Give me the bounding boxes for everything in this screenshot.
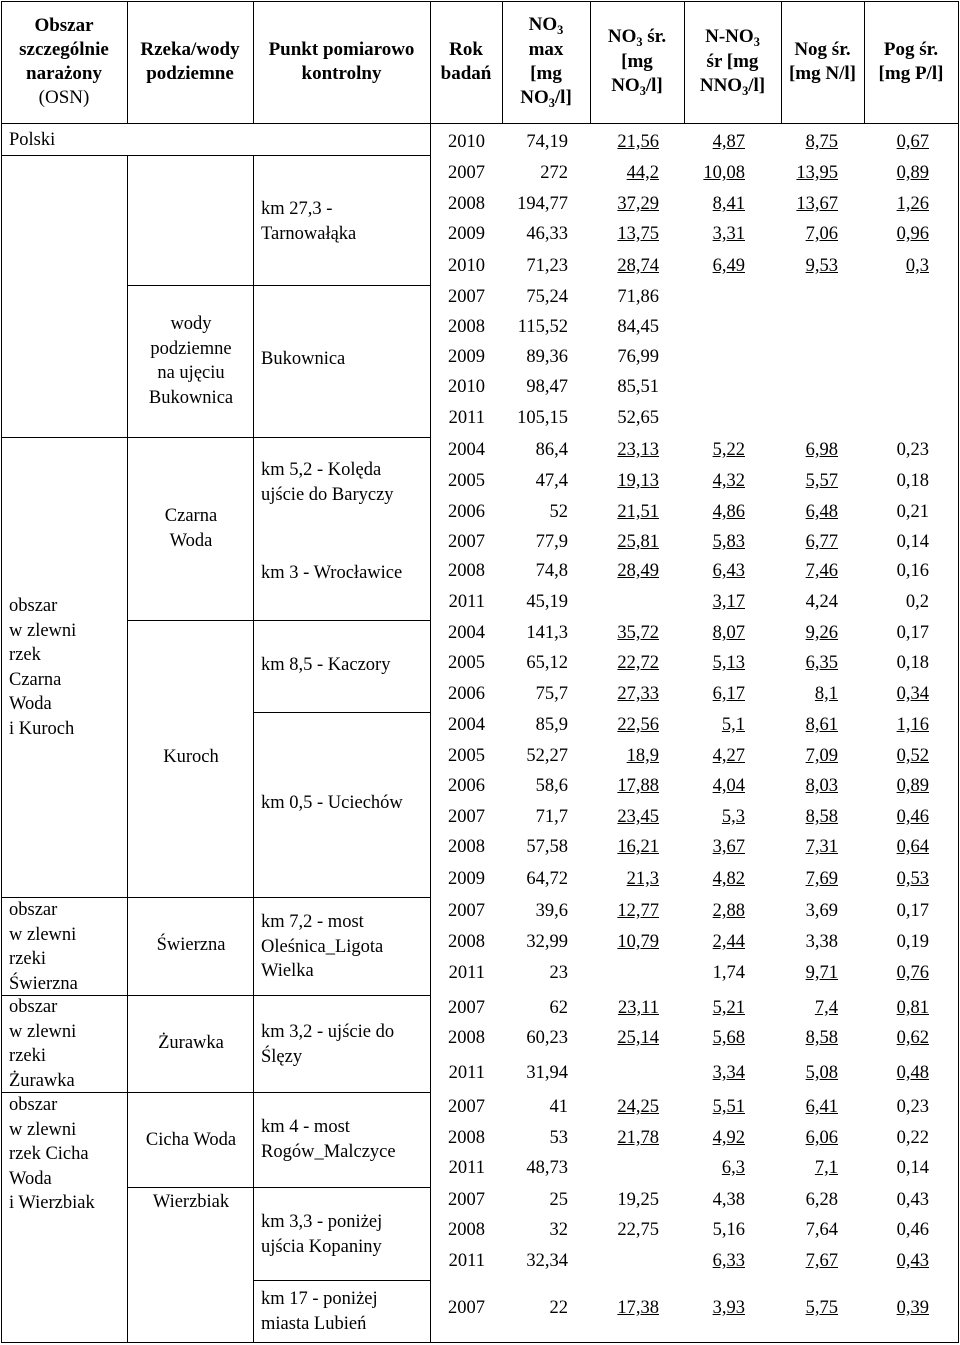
cell-nog: 8,58 [805,1028,838,1048]
cell-nog: 3,38 [805,932,838,952]
river-kuroch: Kuroch [163,747,219,767]
cell-nog: 7,31 [805,837,838,857]
cell-no3-max: 52 [549,502,568,522]
cell-no3-max: 75,24 [526,287,568,307]
cell-no3-avg: 21,51 [617,502,659,522]
cell-pog: 0,52 [896,746,929,766]
cell-pog: 0,22 [896,1128,929,1148]
cell-pog: 0,81 [896,998,929,1018]
cell-no3-avg: 17,38 [617,1298,659,1318]
cell-nog: 7,64 [805,1220,838,1240]
cell-year: 2008 [448,1128,485,1148]
point-bukownica: Bukownica [261,349,346,369]
cell-no3-max: 71,7 [535,807,568,827]
cell-year: 2004 [448,715,485,735]
cell-nog: 6,41 [805,1097,838,1117]
cell-no3-avg: 24,25 [617,1097,659,1117]
cell-pog: 0,18 [896,653,929,673]
cell-no3-max: 45,19 [526,592,568,612]
cell-n-no3: 10,08 [703,163,745,183]
cell-year: 2008 [448,1220,485,1240]
cell-year: 2010 [448,132,485,152]
cell-year: 2007 [448,1298,485,1318]
river-bukownica: wody podziemne na ujęciu Bukownica [148,314,234,408]
cell-pog: 0,39 [896,1298,929,1318]
cell-nog: 7,67 [805,1251,838,1271]
cell-n-no3: 3,31 [712,224,745,244]
cell-pog: 0,23 [896,1097,929,1117]
header-pog: Pog śr. [mg P/l] [878,39,944,84]
cell-n-no3: 5,13 [712,653,745,673]
cell-n-no3: 4,04 [712,776,745,796]
cell-nog: 9,71 [805,963,838,983]
cell-nog: 5,75 [805,1298,838,1318]
point-tarnowalaka: km 27,3 - Tarnowałąka [261,199,357,244]
cell-pog: 0,34 [896,684,929,704]
cell-no3-max: 105,15 [517,408,568,428]
cell-n-no3: 5,3 [721,807,745,827]
cell-year: 2011 [448,1251,485,1271]
cell-pog: 0,23 [896,440,929,460]
cell-no3-avg: 13,75 [617,224,659,244]
header-n-no3: $N-NO_3$ śr [mg $NNO_3/l$] [699,26,766,98]
cell-no3-max: 74,8 [535,561,568,581]
cell-nog: 13,67 [796,194,838,214]
cell-year: 2011 [448,592,485,612]
cell-nog: 3,69 [805,901,838,921]
cell-n-no3: 1,74 [712,963,745,983]
cell-nog: 8,75 [805,132,838,152]
cell-no3-avg: 25,81 [617,532,659,552]
cell-year: 2008 [448,932,485,952]
cell-nog: 5,08 [805,1063,838,1083]
cell-no3-max: 39,6 [535,901,568,921]
cell-no3-avg: 25,14 [617,1028,659,1048]
cell-n-no3: 5,1 [721,715,745,735]
cell-pog: 0,43 [896,1251,929,1271]
cell-n-no3: 5,51 [712,1097,745,1117]
cell-n-no3: 3,93 [712,1298,745,1318]
cell-no3-avg: 22,75 [617,1220,659,1240]
cell-nog: 8,1 [814,684,838,704]
cell-no3-avg: 37,29 [617,194,659,214]
cell-year: 2004 [448,440,485,460]
header-point: Punkt pomiarowo kontrolny [268,39,415,84]
point-sleza: km 3,2 - ujście do Ślęzy [261,1022,395,1067]
cell-no3-avg: 21,56 [617,132,659,152]
cell-no3-max: 31,94 [526,1063,568,1083]
cell-no3-avg: 19,25 [617,1190,659,1210]
cell-nog: 7,4 [814,998,838,1018]
cell-no3-max: 52,27 [526,746,568,766]
cell-n-no3: 4,32 [712,471,745,491]
cell-year: 2011 [448,408,485,428]
cell-year: 2009 [448,224,485,244]
cell-no3-max: 60,23 [526,1028,568,1048]
cell-no3-avg: 18,9 [626,746,659,766]
cell-no3-max: 53 [549,1128,568,1148]
cell-pog: 0,64 [896,837,929,857]
cell-pog: 0,96 [896,224,929,244]
cell-year: 2005 [448,653,485,673]
cell-no3-max: 194,77 [517,194,568,214]
cell-no3-max: 47,4 [535,471,568,491]
point-uciechow: km 0,5 - Uciechów [261,793,403,813]
cell-nog: 9,26 [805,623,838,643]
point-olesnica: km 7,2 - most Oleśnica_Ligota Wielka [261,912,384,981]
cell-pog: 0,89 [896,163,929,183]
cell-no3-max: 77,9 [535,532,568,552]
cell-year: 2007 [448,807,485,827]
cell-no3-max: 46,33 [526,224,568,244]
cell-no3-max: 98,47 [526,377,568,397]
cell-no3-avg: 84,45 [617,317,659,337]
cell-year: 2007 [448,998,485,1018]
cell-nog: 7,09 [805,746,838,766]
cell-no3-max: 86,4 [535,440,568,460]
cell-pog: 0,2 [905,592,929,612]
river-wierzbiak: Wierzbiak [152,1192,230,1212]
cell-nog: 7,46 [805,561,838,581]
cell-n-no3: 6,43 [712,561,745,581]
river-swierzna: Świerzna [156,935,226,955]
osn-polski: Polski [9,130,56,150]
osn-swierzna: obszar w zlewni rzeki Świerzna [9,900,78,994]
cell-n-no3: 8,41 [712,194,745,214]
cell-no3-max: 89,36 [526,347,568,367]
cell-nog: 7,69 [805,869,838,889]
cell-n-no3: 3,17 [712,592,745,612]
cell-no3-max: 71,23 [526,256,568,276]
cell-no3-avg: 19,13 [617,471,659,491]
cell-no3-max: 62 [549,998,568,1018]
cell-no3-avg: 23,45 [617,807,659,827]
cell-n-no3: 3,34 [712,1063,745,1083]
cell-year: 2007 [448,287,485,307]
cell-nog: 7,1 [814,1158,838,1178]
cell-n-no3: 4,27 [712,746,745,766]
cell-no3-max: 23 [549,963,568,983]
cell-year: 2008 [448,194,485,214]
cell-no3-max: 64,72 [526,869,568,889]
cell-n-no3: 5,83 [712,532,745,552]
cell-pog: 1,16 [896,715,929,735]
cell-year: 2008 [448,1028,485,1048]
cell-pog: 0,17 [896,623,929,643]
cell-no3-max: 65,12 [526,653,568,673]
cell-no3-max: 41 [549,1097,568,1117]
cell-pog: 0,3 [905,256,929,276]
cell-no3-max: 74,19 [526,132,568,152]
cell-pog: 0,53 [896,869,929,889]
cell-nog: 6,77 [805,532,838,552]
header-osn: Obszar szczególnie narażony (OSN) [19,15,109,108]
cell-n-no3: 5,21 [712,998,745,1018]
cell-nog: 9,53 [805,256,838,276]
river-cicha-woda: Cicha Woda [145,1130,237,1150]
cell-pog: 1,26 [896,194,929,214]
point-lubien: km 17 - poniżej miasta Lubień [261,1289,378,1334]
cell-nog: 8,03 [805,776,838,796]
cell-pog: 0,14 [896,532,929,552]
cell-n-no3: 2,44 [712,932,745,952]
cell-no3-max: 85,9 [535,715,568,735]
cell-pog: 0,18 [896,471,929,491]
cell-pog: 0,19 [896,932,929,952]
header-year: Rok badań [440,39,492,84]
cell-nog: 5,57 [805,471,838,491]
osn-zurawka: obszar w zlewni rzeki Żurawka [9,997,77,1091]
cell-year: 2006 [448,502,485,522]
point-rogow: km 4 - most Rogów_Malczyce [261,1117,396,1162]
cell-n-no3: 4,82 [712,869,745,889]
cell-no3-max: 141,3 [526,623,568,643]
header-river: Rzeka/wody podziemne [140,39,240,84]
cell-no3-avg: 71,86 [617,287,659,307]
cell-year: 2009 [448,347,485,367]
cell-year: 2005 [448,746,485,766]
cell-no3-avg: 44,2 [626,163,659,183]
cell-no3-max: 25 [549,1190,568,1210]
cell-year: 2007 [448,163,485,183]
cell-year: 2009 [448,869,485,889]
cell-n-no3: 8,07 [712,623,745,643]
cell-pog: 0,67 [896,132,929,152]
cell-nog: 13,95 [796,163,838,183]
cell-nog: 4,24 [805,592,838,612]
cell-no3-avg: 28,74 [617,256,659,276]
cell-year: 2006 [448,684,485,704]
cell-nog: 8,61 [805,715,838,735]
header-nog: Nog śr. [mg N/l] [788,39,856,84]
cell-year: 2006 [448,776,485,796]
cell-n-no3: 4,92 [712,1128,745,1148]
cell-pog: 0,62 [896,1028,929,1048]
cell-pog: 0,17 [896,901,929,921]
cell-year: 2011 [448,1158,485,1178]
cell-year: 2004 [448,623,485,643]
cell-pog: 0,16 [896,561,929,581]
cell-no3-max: 75,7 [535,684,568,704]
cell-no3-avg: 17,88 [617,776,659,796]
cell-pog: 0,14 [896,1158,929,1178]
point-wroclawice: km 3 - Wrocławice [261,563,403,583]
cell-year: 2008 [448,317,485,337]
cell-year: 2007 [448,1190,485,1210]
cell-n-no3: 6,17 [712,684,745,704]
cell-no3-max: 272 [540,163,568,183]
cell-no3-max: 57,58 [526,837,568,857]
cell-nog: 6,06 [805,1128,838,1148]
cell-no3-avg: 23,13 [617,440,659,460]
cell-no3-avg: 16,21 [617,837,659,857]
cell-no3-avg: 28,49 [617,561,659,581]
cell-n-no3: 6,33 [712,1251,745,1271]
cell-n-no3: 6,3 [721,1158,745,1178]
cell-no3-avg: 52,65 [617,408,659,428]
cell-n-no3: 5,22 [712,440,745,460]
cell-n-no3: 5,16 [712,1220,745,1240]
cell-no3-avg: 23,11 [618,998,659,1018]
cell-year: 2011 [448,963,485,983]
osn-cicha-wierzbiak: obszar w zlewni rzek Cicha Woda i Wierzbiak [9,1095,95,1213]
cell-n-no3: 6,49 [712,256,745,276]
cell-year: 2007 [448,1097,485,1117]
cell-year: 2007 [448,901,485,921]
cell-no3-max: 48,73 [526,1158,568,1178]
cell-nog: 8,58 [805,807,838,827]
cell-year: 2008 [448,561,485,581]
cell-nog: 6,98 [805,440,838,460]
cell-pog: 0,48 [896,1063,929,1083]
cell-n-no3: 5,68 [712,1028,745,1048]
cell-pog: 0,89 [896,776,929,796]
cell-no3-avg: 10,79 [617,932,659,952]
cell-n-no3: 3,67 [712,837,745,857]
cell-year: 2008 [448,837,485,857]
cell-year: 2010 [448,256,485,276]
cell-nog: 6,28 [805,1190,838,1210]
cell-no3-max: 32 [549,1220,568,1240]
cell-no3-avg: 21,3 [626,869,659,889]
cell-pog: 0,46 [896,1220,929,1240]
cell-no3-avg: 85,51 [617,377,659,397]
cell-n-no3: 4,86 [712,502,745,522]
cell-pog: 0,46 [896,807,929,827]
river-zurawka: Żurawka [158,1033,224,1053]
cell-nog: 7,06 [805,224,838,244]
cell-n-no3: 2,88 [712,901,745,921]
river-czarna-woda: Czarna Woda [164,506,218,551]
cell-no3-max: 22 [549,1298,568,1318]
cell-no3-max: 115,52 [517,317,568,337]
cell-n-no3: 4,38 [712,1190,745,1210]
point-kopaniny: km 3,3 - poniżej ujścia Kopaniny [261,1212,383,1257]
cell-no3-avg: 12,77 [617,901,659,921]
cell-no3-max: 58,6 [535,776,568,796]
cell-year: 2010 [448,377,485,397]
cell-no3-avg: 21,78 [617,1128,659,1148]
header-no3-avg: $NO_3$ śr. [mg $NO_3/l$] [607,26,667,98]
cell-pog: 0,21 [896,502,929,522]
cell-no3-avg: 22,72 [617,653,659,673]
point-koleda: km 5,2 - Kolęda ujście do Baryczy [261,460,394,505]
cell-n-no3: 4,87 [712,132,745,152]
header-no3-max: $NO_3$ max [mg $NO_3/l$] [520,14,572,110]
cell-no3-avg: 76,99 [617,347,659,367]
cell-nog: 6,35 [805,653,838,673]
cell-no3-avg: 27,33 [617,684,659,704]
cell-year: 2007 [448,532,485,552]
cell-no3-max: 32,99 [526,932,568,952]
cell-year: 2005 [448,471,485,491]
cell-no3-max: 32,34 [526,1251,568,1271]
cell-nog: 6,48 [805,502,838,522]
cell-pog: 0,43 [896,1190,929,1210]
cell-no3-avg: 35,72 [617,623,659,643]
cell-pog: 0,76 [896,963,929,983]
osn-czarna-kuroch: obszar w zlewni rzek Czarna Woda i Kuroch [9,596,77,739]
cell-year: 2011 [448,1063,485,1083]
cell-no3-avg: 22,56 [617,715,659,735]
point-kaczory: km 8,5 - Kaczory [261,655,391,675]
